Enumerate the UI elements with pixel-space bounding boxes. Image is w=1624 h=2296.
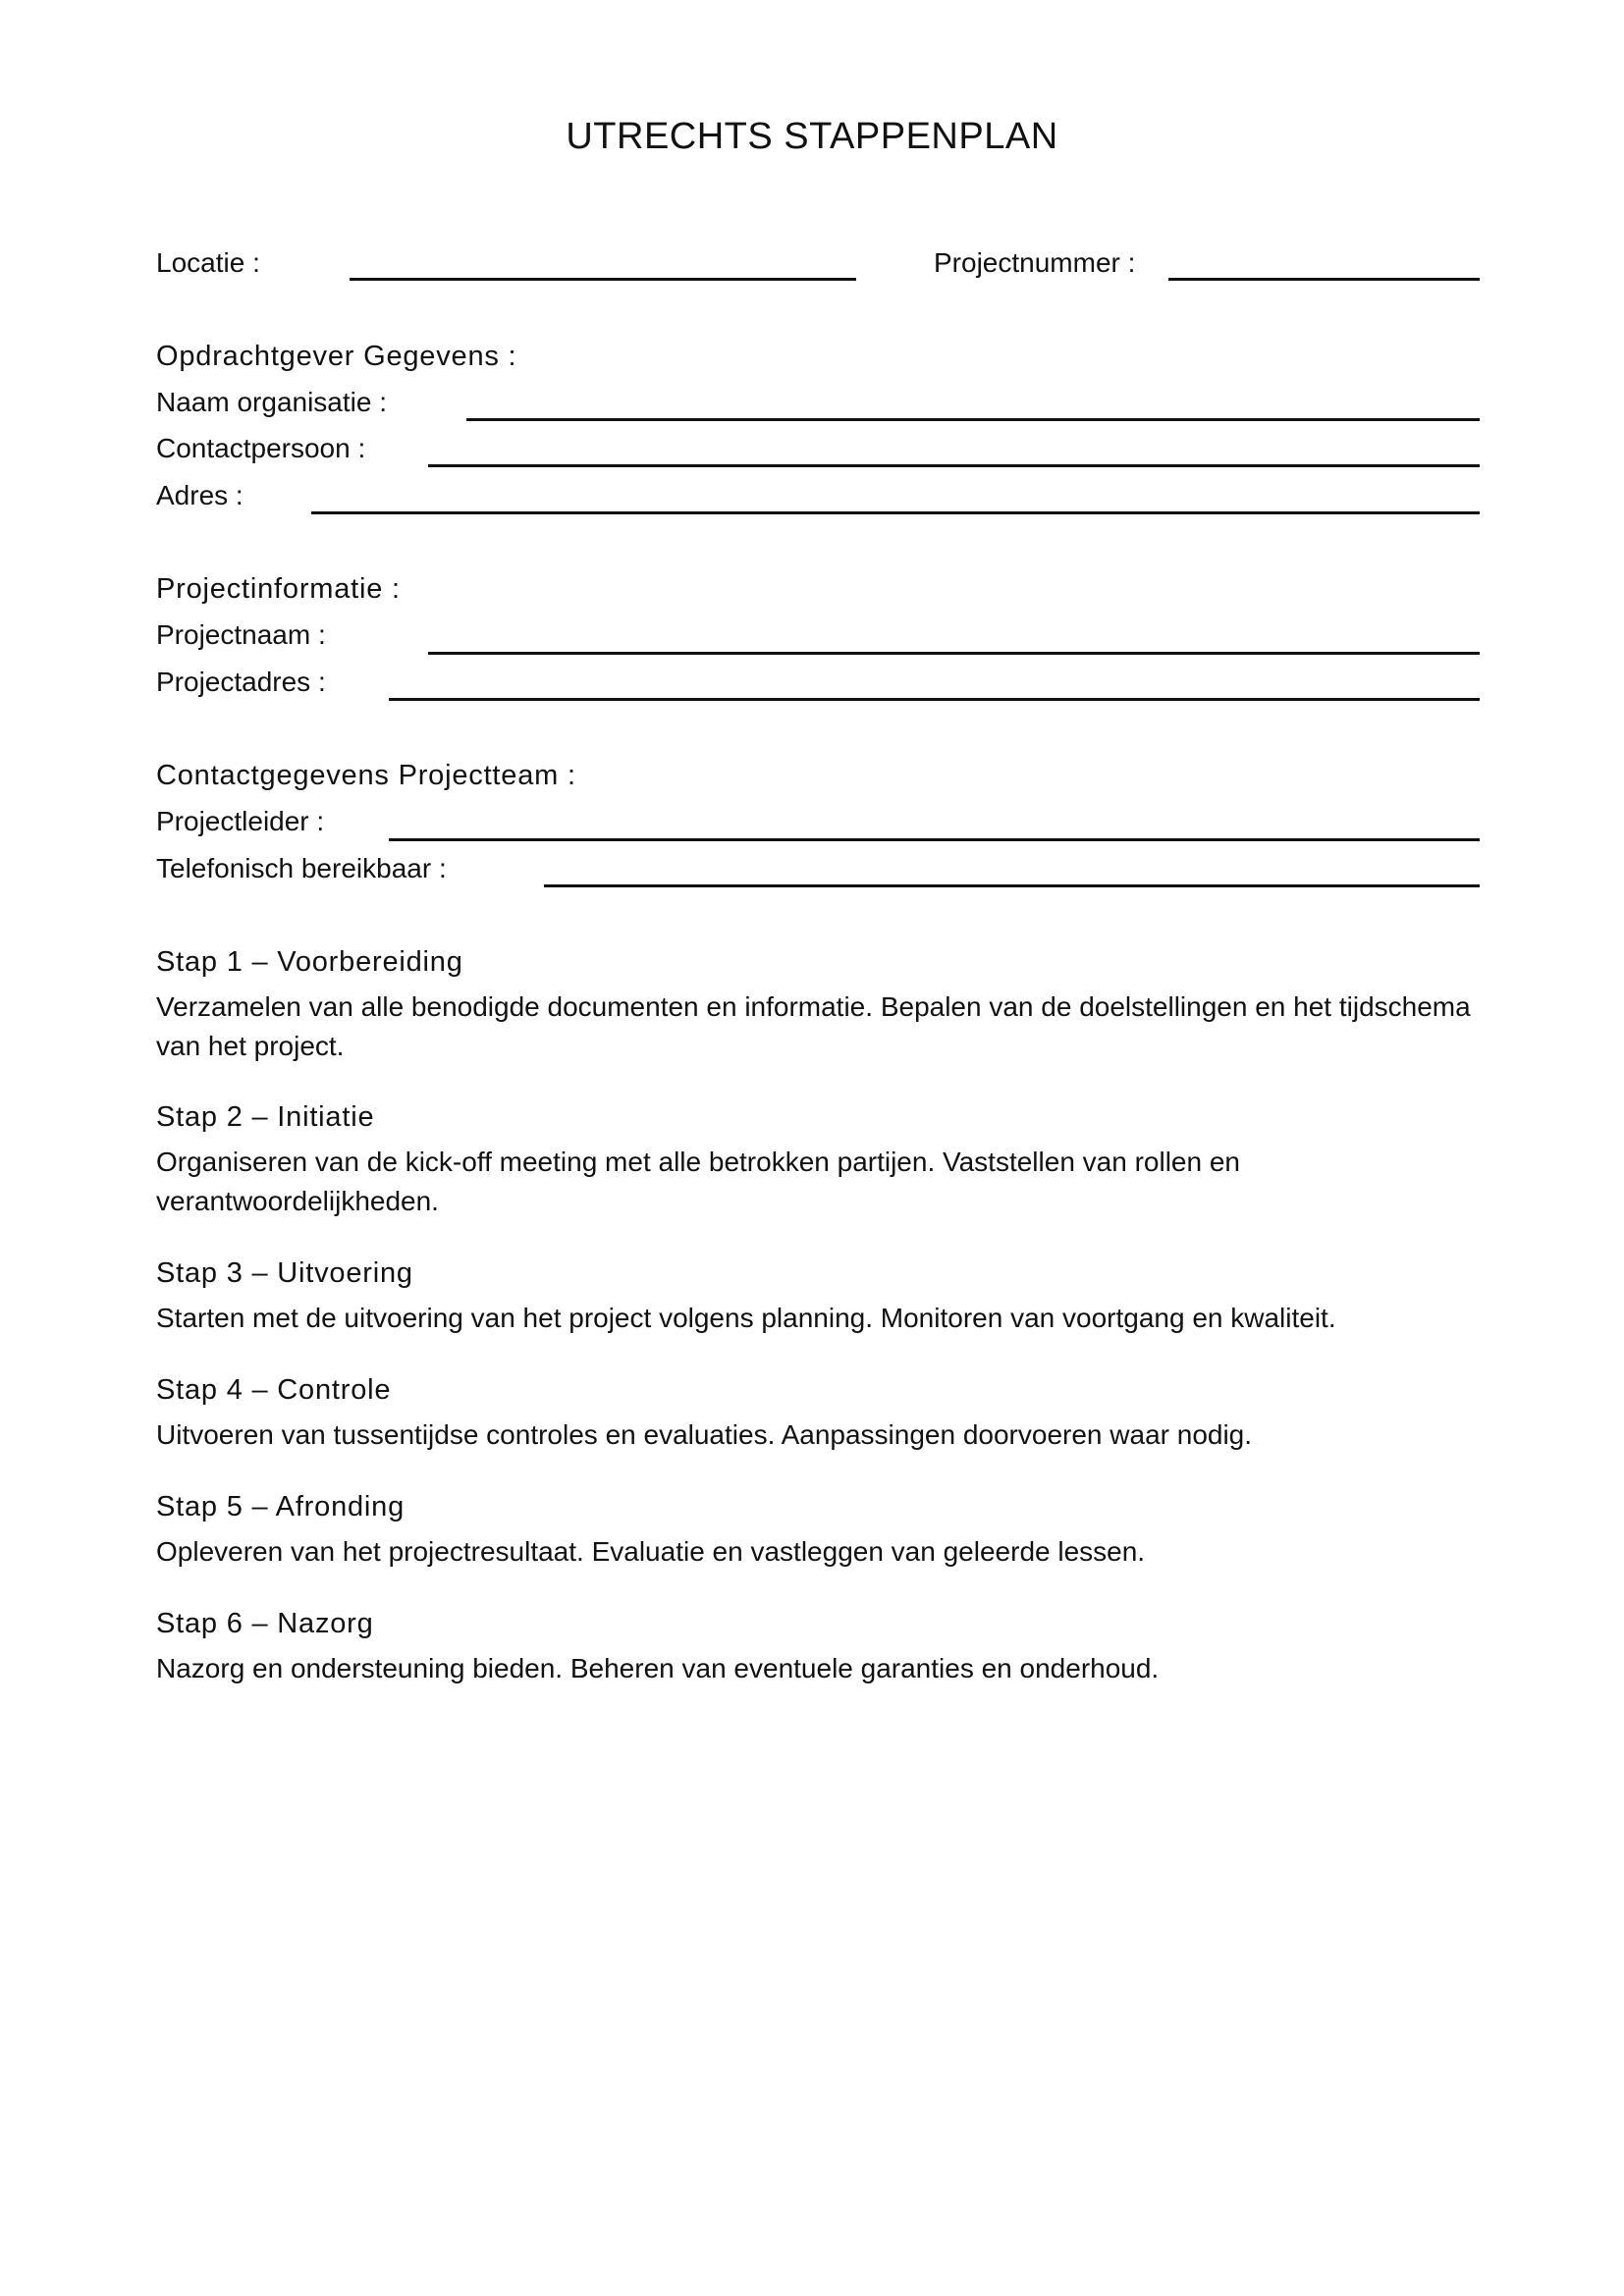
step-6-title: Stap 6 – Nazorg <box>156 1608 374 1639</box>
step-3-body: Starten met de uitvoering van het project volgens planning. Monitoren van voortgang en kwaliteit. <box>156 1303 1336 1333</box>
telefonisch-label: Telefonisch bereikbaar : <box>156 853 447 883</box>
telefonisch-field[interactable] <box>544 884 1480 887</box>
step-2-title: Stap 2 – Initiatie <box>156 1101 375 1133</box>
naam-organisatie-label: Naam organisatie : <box>156 387 388 417</box>
projectnummer-label: Projectnummer : <box>934 247 1136 278</box>
step-5-body: Opleveren van het projectresultaat. Evaluatie en vastleggen van geleerde lessen. <box>156 1536 1146 1567</box>
step-3-title: Stap 3 – Uitvoering <box>156 1257 413 1289</box>
naam-organisatie-field[interactable] <box>466 418 1480 421</box>
projectnaam-label: Projectnaam : <box>156 619 326 650</box>
step-5-title: Stap 5 – Afronding <box>156 1491 406 1522</box>
projectleider-label: Projectleider : <box>156 806 325 836</box>
projectinformatie-heading: Projectinformatie : <box>156 573 401 605</box>
contactpersoon-label: Contactpersoon : <box>156 433 366 463</box>
projectteam-heading: Contactgegevens Projectteam : <box>156 760 576 791</box>
step-4-body: Uitvoeren van tussentijdse controles en evaluaties. Aanpassingen doorvoeren waar nodig. <box>156 1419 1253 1450</box>
projectadres-label: Projectadres : <box>156 667 326 697</box>
step-1-title: Stap 1 – Voorbereiding <box>156 946 463 978</box>
adres-label: Adres : <box>156 480 244 510</box>
locatie-field[interactable] <box>350 278 856 281</box>
step-1-body: Verzamelen van alle benodigde documenten en informatie. Bepalen van de doelstellingen en het tijdschema van het project. <box>156 991 1471 1061</box>
step-6-body: Nazorg en ondersteuning bieden. Beheren van eventuele garanties en onderhoud. <box>156 1653 1160 1683</box>
step-4-title: Stap 4 – Controle <box>156 1374 392 1406</box>
projectnaam-field[interactable] <box>428 652 1480 655</box>
contactpersoon-field[interactable] <box>428 464 1480 467</box>
document-title: UTRECHTS STAPPENPLAN <box>566 116 1058 157</box>
step-2-body: Organiseren van de kick-off meeting met alle betrokken partijen. Vaststellen van rollen en verantwoordelijkheden. <box>156 1147 1241 1216</box>
projectnummer-field[interactable] <box>1168 278 1480 281</box>
locatie-label: Locatie : <box>156 247 260 278</box>
projectleider-field[interactable] <box>389 838 1480 841</box>
projectadres-field[interactable] <box>389 698 1480 701</box>
adres-field[interactable] <box>311 511 1480 514</box>
opdrachtgever-heading: Opdrachtgever Gegevens : <box>156 341 517 372</box>
